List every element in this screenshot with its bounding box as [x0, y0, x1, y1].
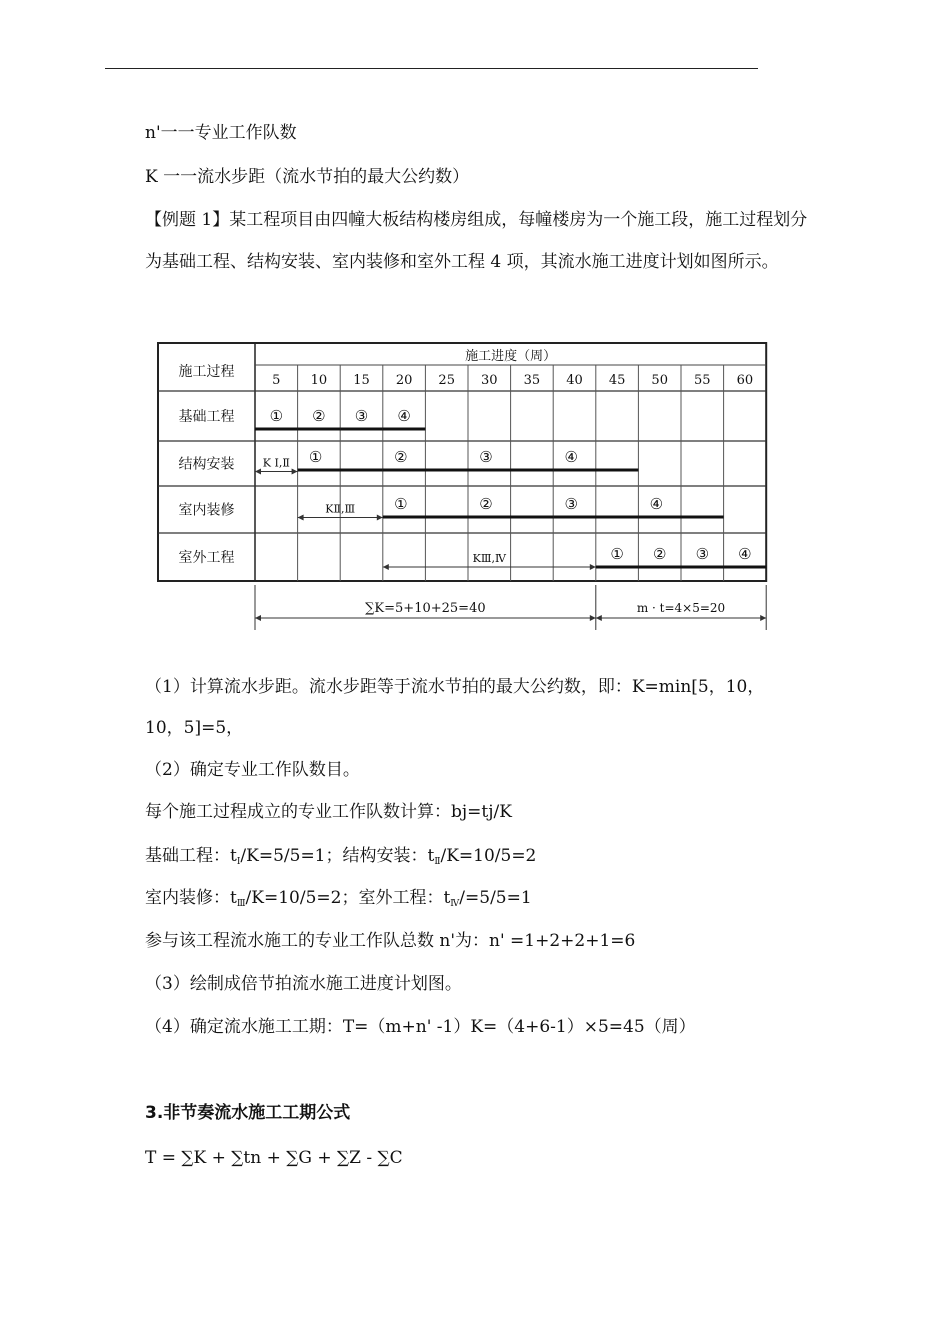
definition-n: n'一一专业工作队数 — [145, 123, 297, 143]
segment-label: ③ — [564, 495, 578, 513]
week-label: 10 — [310, 373, 328, 388]
calc-line-1: 基础工程：$t_Ⅰ/K=5/5=1$；结构安装：$t_Ⅱ/K=10/5=2$ — [145, 846, 537, 867]
segment-label: ③ — [354, 407, 369, 425]
interval-label: K Ⅰ,Ⅱ — [262, 456, 290, 470]
segment-label: ② — [394, 448, 408, 466]
header-process: 施工过程 — [178, 364, 235, 380]
mt-label: m · t=4×5=20 — [636, 601, 726, 615]
segment-label: ① — [610, 545, 624, 563]
header-schedule: 施工进度（周） — [465, 349, 557, 364]
step4: （4）确定流水施工工期：T=（m+n' -1）K=（4+6-1）×5=45（周） — [145, 1017, 696, 1037]
week-label: 5 — [272, 373, 281, 388]
sum-k-label: ∑K=5+10+25=40 — [365, 601, 486, 616]
segment-label: ③ — [479, 448, 493, 466]
process-name: 结构安装 — [178, 456, 235, 473]
segment-label: ④ — [649, 495, 664, 513]
calc-line-2: 室内装修：$t_Ⅲ/K=10/5=2$；室外工程：$t_Ⅳ/=5/5=1$ — [145, 888, 532, 909]
arrow-head — [383, 564, 389, 570]
schedule-figure — [150, 335, 775, 645]
interval-label: KⅢ,Ⅳ — [472, 552, 506, 565]
segment-label: ① — [394, 495, 408, 513]
final-formula: T = ∑K + ∑tn + ∑G + ∑Z - ∑C — [145, 1148, 403, 1168]
step3: （3）绘制成倍节拍流水施工进度计划图。 — [145, 974, 462, 994]
schedule-grid — [158, 343, 766, 630]
definition-k: K 一一流水步距（流水节拍的最大公约数） — [145, 167, 470, 187]
segment-label: ④ — [564, 448, 578, 466]
segment-label: ④ — [397, 407, 411, 425]
week-label: 45 — [608, 373, 626, 388]
week-label: 50 — [651, 373, 668, 388]
segment-label: ④ — [738, 545, 752, 563]
segment-label: ③ — [695, 545, 710, 563]
section-title: 3.非节奏流水施工工期公式 — [145, 1103, 351, 1123]
table-frame — [158, 343, 766, 581]
week-label: 60 — [736, 373, 754, 388]
segment-label: ① — [269, 407, 284, 425]
arrow-head — [590, 564, 596, 570]
arrow-head — [255, 615, 261, 621]
arrow-head — [255, 469, 261, 475]
week-label: 35 — [523, 373, 541, 388]
process-name: 室外工程 — [178, 550, 235, 566]
example-paragraph: 【例题 1】某工程项目由四幢大板结构楼房组成，每幢楼房为一个施工段，施工过程划分为基础工程、结构安装、室内装修和室外工程 4 项，其流水施工进度计划如图所示。 — [145, 210, 808, 272]
interval-label: KⅡ,Ⅲ — [325, 502, 356, 516]
arrow-head — [760, 615, 766, 621]
segment-label: ① — [308, 448, 323, 466]
week-label: 30 — [481, 373, 498, 388]
step1-line-b: 10，5]=5， — [145, 718, 244, 738]
arrow-head — [298, 515, 304, 521]
process-name: 室内装修 — [178, 502, 235, 519]
segment-label: ② — [479, 495, 493, 513]
step2: （2）确定专业工作队数目。 — [145, 760, 360, 780]
total-teams: 参与该工程流水施工的专业工作队总数 n'为：n' =1+2+2+1=6 — [145, 931, 636, 951]
arrow-head — [292, 469, 298, 475]
header-rule — [105, 68, 758, 69]
arrow-head — [377, 515, 383, 521]
step1-line-a: （1）计算流水步距。流水步距等于流水节拍的最大公约数，即：K=min[5，10， — [145, 677, 765, 697]
schedule-labels — [179, 348, 754, 616]
week-label: 25 — [438, 373, 455, 388]
process-name: 基础工程 — [178, 409, 235, 425]
week-label: 20 — [395, 373, 413, 388]
formula-bj: 每个施工过程成立的专业工作队数计算：bj=tj/K — [145, 802, 512, 822]
segment-label: ② — [312, 407, 326, 425]
arrow-head — [590, 615, 596, 621]
week-label: 40 — [566, 373, 583, 388]
segment-label: ② — [652, 545, 667, 563]
week-label: 55 — [694, 373, 711, 388]
arrow-head — [596, 615, 602, 621]
week-label: 15 — [353, 373, 370, 388]
